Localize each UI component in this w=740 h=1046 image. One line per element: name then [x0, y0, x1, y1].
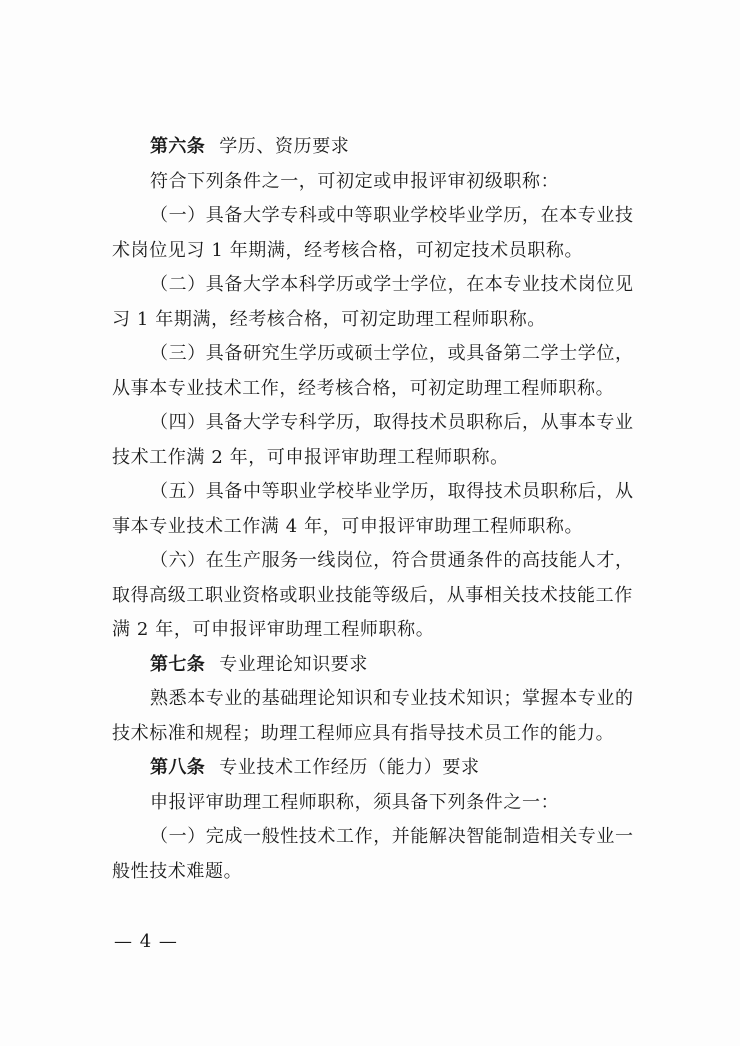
article6-item6-line3: 满 2 年，可申报评审助理工程师职称。 [112, 619, 435, 640]
article6-item1-line1: （一）具备大学专科或中等职业学校毕业学历，在本专业技 [150, 205, 634, 226]
article7-heading [112, 648, 660, 683]
article6-item3-line2: 从事本专业技术工作，经考核合格，可初定助理工程师职称。 [112, 377, 615, 399]
article8-item1-line1: （一）完成一般性技术工作，并能解决智能制造相关专业一 [150, 826, 634, 847]
article6-item2-line1: （二）具备大学本科学历或学士学位，在本专业技术岗位见 [150, 274, 634, 295]
article7-title: 第七条 [150, 653, 206, 675]
article6-item6-line2: 取得高级工职业资格或职业技能等级后，从事相关技术技能工作 [112, 584, 633, 606]
article7-body-line1: 熟悉本专业的基础理论知识和专业技术知识；掌握本专业的 [150, 688, 634, 709]
article7-body-line2: 技术标准和规程；助理工程师应具有指导技术员工作的能力。 [112, 722, 615, 744]
article6-item6-line1: （六）在生产服务一线岗位，符合贯通条件的高技能人才， [150, 550, 634, 571]
article6-heading-text: 学历、资历要求 [219, 136, 350, 157]
article8-heading-text: 专业技术工作经历（能力）要求 [219, 757, 480, 778]
article8-heading [112, 751, 660, 786]
article6-item5-line2: 事本专业技术工作满 4 年，可申报评审助理工程师职称。 [112, 515, 584, 537]
article6-item4-line1: （四）具备大学专科学历，取得技术员职称后，从事本专业 [150, 412, 634, 433]
article6-heading [112, 130, 660, 165]
article6-intro: 符合下列条件之一，可初定或申报评审初级职称： [150, 170, 560, 192]
article6-item4-line2: 技术工作满 2 年，可申报评审助理工程师职称。 [112, 446, 509, 468]
article8-intro: 申报评审助理工程师职称，须具备下列条件之一： [150, 791, 560, 813]
article6-title: 第六条 [150, 136, 206, 157]
article6-item1-line2: 术岗位见习 1 年期满，经考核合格，可初定技术员职称。 [112, 239, 584, 261]
article6-item5-line1: （五）具备中等职业学校毕业学历，取得技术员职称后，从 [150, 481, 634, 502]
article7-heading-text: 专业理论知识要求 [219, 653, 369, 675]
article8-item1-line2: 般性技术难题。 [112, 860, 243, 882]
article6-item2-line2: 习 1 年期满，经考核合格，可初定助理工程师职称。 [112, 308, 546, 330]
page-number: — 4 — [114, 931, 178, 952]
document-body [112, 130, 660, 889]
article6-item3-line1: （三）具备研究生学历或硕士学位，或具备第二学士学位， [150, 343, 634, 364]
article8-title: 第八条 [150, 757, 206, 778]
